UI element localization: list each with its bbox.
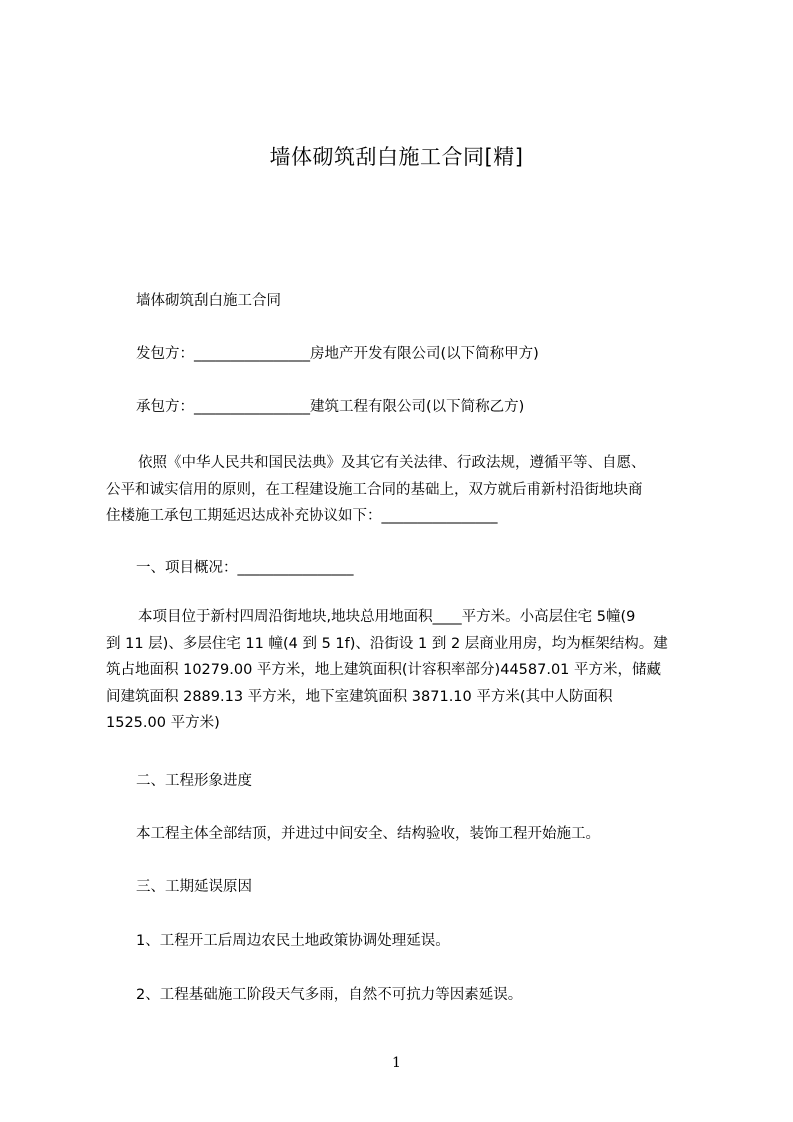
section-1-line: 筑占地面积 10279.00 平方米，地上建筑面积(计容积率部分)44587.01 平方米，储藏 bbox=[106, 662, 662, 678]
section-1-line: 到 11 层)、多层住宅 11 幢(4 到 5 1f)、沿街设 1 到 2 层商业用房，均为框架结构。建 bbox=[106, 635, 668, 652]
intro-line: 依照《中华人民共和国民法典》及其它有关法律、行政法规，遵循平等、自愿、 bbox=[138, 455, 646, 471]
delay-reason-2: 2、工程基础施工阶段天气多雨，自然不可抗力等因素延误。 bbox=[136, 987, 523, 1003]
page-number: 1 bbox=[392, 1055, 401, 1071]
section-2-heading: 二、工程形象进度 bbox=[136, 773, 252, 789]
section-1-line: 本项目位于新村四周沿街地块,地块总用地面积____平方米。小高层住宅 5幢(9 bbox=[138, 609, 636, 625]
section-3-heading: 三、工期延误原因 bbox=[136, 879, 252, 895]
section-2-body: 本工程主体全部结顶，并进过中间安全、结构验收，装饰工程开始施工。 bbox=[136, 826, 600, 842]
document-title: 墙体砌筑刮白施工合同[精] bbox=[269, 145, 524, 169]
section-1-heading: 一、项目概况：________________ bbox=[136, 560, 354, 576]
party-a-line: 发包方：________________房地产开发有限公司(以下简称甲方) bbox=[136, 346, 539, 362]
party-b-line: 承包方：________________建筑工程有限公司(以下简称乙方) bbox=[136, 399, 525, 415]
intro-line: 住楼施工承包工期延迟达成补充协议如下：________________ bbox=[106, 508, 498, 524]
section-1-line: 1525.00 平方米) bbox=[106, 715, 220, 731]
intro-paragraph bbox=[106, 450, 698, 530]
section-1-line: 间建筑面积 2889.13 平方米，地下室建筑面积 3871.10 平方米(其中人防面积 bbox=[106, 688, 613, 705]
contract-subtitle: 墙体砌筑刮白施工合同 bbox=[136, 293, 281, 309]
section-1-paragraph bbox=[106, 604, 698, 737]
delay-reason-1: 1、工程开工后周边农民土地政策协调处理延误。 bbox=[136, 933, 450, 949]
intro-line: 公平和诚实信用的原则，在工程建设施工合同的基础上，双方就后甫新村沿街地块商 bbox=[106, 481, 643, 498]
